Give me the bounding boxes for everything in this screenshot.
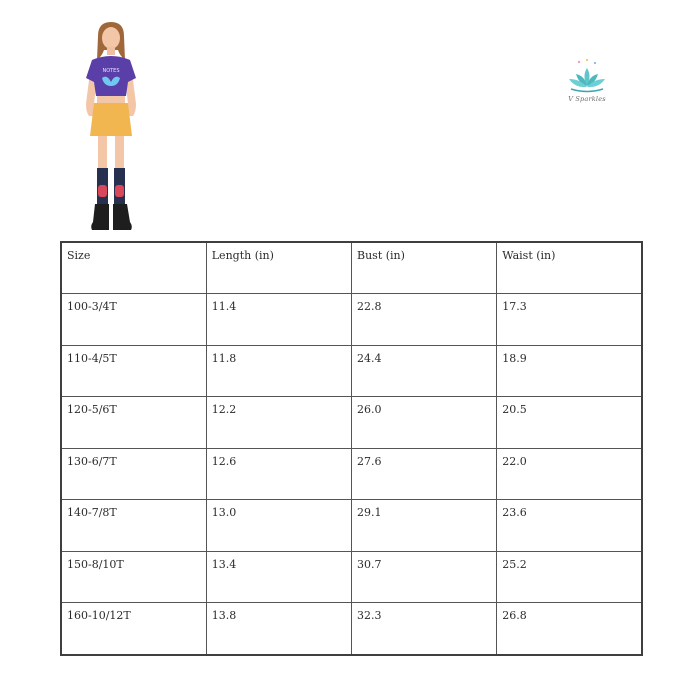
cell-size: 140-7/8T <box>61 500 206 552</box>
cell-waist: 25.2 <box>497 551 642 603</box>
cell-size: 120-5/6T <box>61 397 206 449</box>
header-length: Length (in) <box>206 242 351 294</box>
brand-logo <box>558 58 616 112</box>
cell-waist: 18.9 <box>497 345 642 397</box>
cell-size: 100-3/4T <box>61 294 206 346</box>
cell-bust: 27.6 <box>352 448 497 500</box>
cell-size: 130-6/7T <box>61 448 206 500</box>
table-row <box>61 448 642 500</box>
model-photo <box>76 20 146 236</box>
cell-length: 13.0 <box>206 500 351 552</box>
cell-length: 13.8 <box>206 603 351 655</box>
cell-waist: 23.6 <box>497 500 642 552</box>
table-header-row <box>61 242 642 294</box>
model-figure-illustration <box>76 20 146 236</box>
cell-waist: 20.5 <box>497 397 642 449</box>
cell-length: 11.4 <box>206 294 351 346</box>
table-row <box>61 603 642 655</box>
cell-waist: 26.8 <box>497 603 642 655</box>
cell-waist: 22.0 <box>497 448 642 500</box>
header-bust: Bust (in) <box>352 242 497 294</box>
cell-length: 12.6 <box>206 448 351 500</box>
cell-length: 13.4 <box>206 551 351 603</box>
svg-text:NOTES: NOTES <box>102 68 120 74</box>
cell-bust: 24.4 <box>352 345 497 397</box>
table-row <box>61 294 642 346</box>
cell-bust: 29.1 <box>352 500 497 552</box>
lotus-icon <box>565 58 609 94</box>
cell-waist: 17.3 <box>497 294 642 346</box>
cell-length: 11.8 <box>206 345 351 397</box>
cell-size: 110-4/5T <box>61 345 206 397</box>
cell-bust: 26.0 <box>352 397 497 449</box>
table-row <box>61 345 642 397</box>
cell-length: 12.2 <box>206 397 351 449</box>
table-row <box>61 397 642 449</box>
cell-bust: 22.8 <box>352 294 497 346</box>
table-row <box>61 551 642 603</box>
header-waist: Waist (in) <box>497 242 642 294</box>
cell-size: 150-8/10T <box>61 551 206 603</box>
table-row <box>61 500 642 552</box>
size-chart-table <box>60 241 643 656</box>
cell-size: 160-10/12T <box>61 603 206 655</box>
brand-logo-text: V Sparkles <box>568 95 606 103</box>
cell-bust: 32.3 <box>352 603 497 655</box>
cell-bust: 30.7 <box>352 551 497 603</box>
header-size: Size <box>61 242 206 294</box>
